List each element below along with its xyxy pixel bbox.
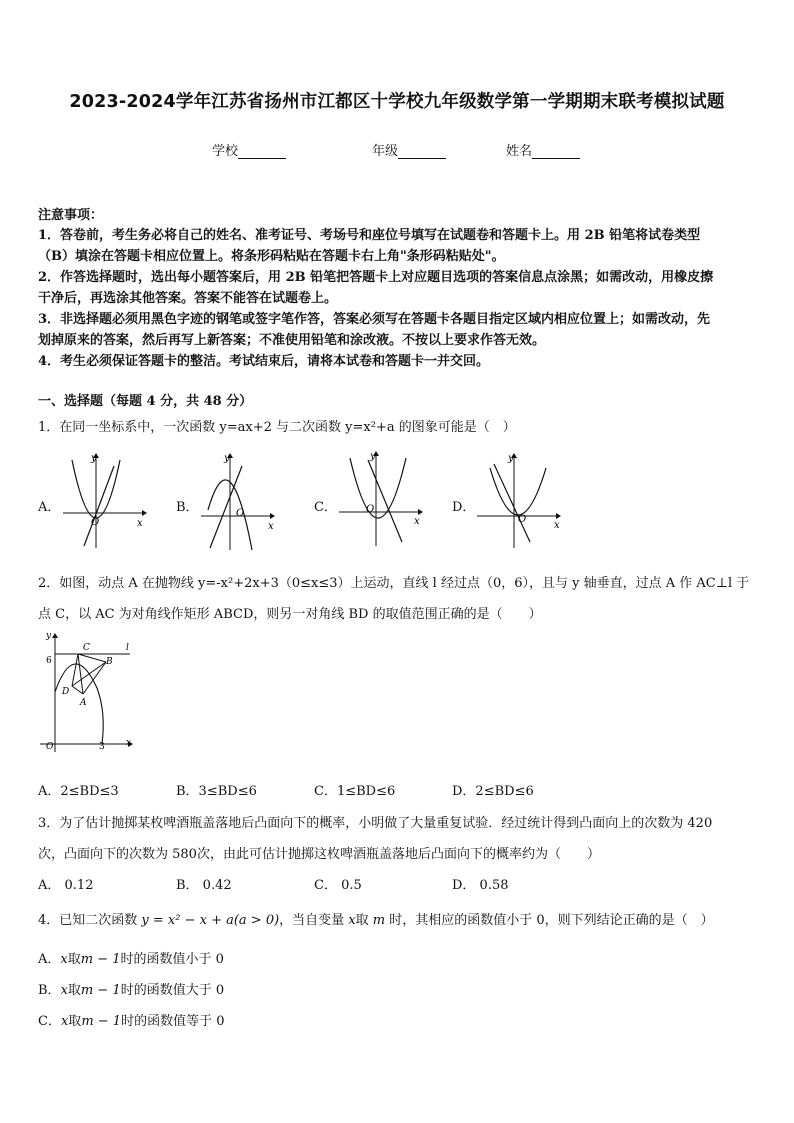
q2-option-d: D．2≤BD≤6: [452, 784, 534, 799]
q1-graph-b: [196, 450, 286, 550]
notice-line: 3．非选择题必须用黑色字迹的钢笔或签字笔作答，答案必须写在答题卡各题目指定区域内相应位置上；如需改动，先: [38, 312, 711, 327]
fig-label-l: l: [126, 643, 129, 653]
q4-var-x: x: [348, 913, 356, 928]
q4-var-m: m: [372, 913, 386, 928]
fig-label-d: D: [62, 687, 70, 697]
option-rest: 时的函数值等于 0: [121, 1014, 225, 1029]
q2-option-c: C．1≤BD≤6: [314, 784, 396, 799]
q3-option-b: B． 0.42: [176, 878, 232, 893]
q1-graph-a: [58, 450, 148, 550]
q2-figure: [36, 628, 136, 754]
q1-graph-c: [334, 448, 424, 548]
grade-blank: [398, 145, 446, 159]
question-4-stem: [38, 909, 714, 928]
option-rest: 时的函数值大于 0: [120, 983, 225, 998]
option-expr: m − 1: [81, 1014, 122, 1029]
name-blank: [532, 145, 580, 159]
question-2-line-2: 点 C，以 AC 为对角线作矩形 ABCD，则另一对角线 BD 的取值范围正确的是（ ）: [38, 607, 542, 622]
option-label: B．: [38, 983, 61, 998]
fig-label-a: A: [80, 698, 87, 708]
option-take: 取: [68, 1014, 82, 1029]
fig-label-three: 3: [99, 742, 105, 752]
question-1-stem: 1．在同一坐标系中，一次函数 y=ax+2 与二次函数 y=x²+a 的图象可能是（ ）: [38, 420, 516, 435]
page-title: 2023-2024学年江苏省扬州市江都区十学校九年级数学第一学期期末联考模拟试题: [69, 92, 725, 112]
axis-label-y: y: [370, 451, 376, 462]
axis-label-y: y: [508, 453, 514, 464]
q3-option-d: D． 0.58: [452, 878, 509, 893]
q1-option-c-label: C．: [314, 500, 337, 515]
q1-option-d-label: D．: [452, 500, 476, 515]
notice-line: 1．答卷前，考生务必将自己的姓名、准考证号、考场号和座位号填写在试题卷和答题卡上。用 2B 铅笔将试卷类型: [38, 228, 701, 243]
origin-label: O: [366, 504, 375, 515]
notice-line: 4．考生必须保证答题卡的整洁。考试结束后，请将本试卷和答题卡一并交回。: [38, 354, 490, 369]
q1-graph-d: [472, 450, 567, 550]
option-take: 取: [67, 952, 81, 967]
axis-label-y: y: [224, 453, 230, 464]
fig-label-six: 6: [46, 656, 52, 666]
fig-label-origin: O: [46, 742, 54, 752]
notice-line: 干净后，再选涂其他答案。答案不能答在试题卷上。: [38, 291, 338, 306]
notice-line: 2．作答选择题时，选出每小题答案后，用 2B 铅笔把答题卡上对应题目选项的答案信息点涂黑；如需改动，用橡皮擦: [38, 270, 714, 285]
option-var-x: x: [60, 952, 68, 967]
q2-option-a: A．2≤BD≤3: [38, 784, 119, 799]
option-expr: m − 1: [80, 983, 121, 998]
origin-label: O: [91, 517, 100, 528]
axis-label-x: x: [414, 516, 420, 527]
q3-option-c: C． 0.5: [314, 878, 362, 893]
option-rest: 时的函数值小于 0: [120, 952, 224, 967]
notice-line: （B）填涂在答题卡相应位置上。将条形码粘贴在答题卡右上角"条形码粘贴处"。: [38, 249, 505, 264]
question-3-line-2: 次，凸面向下的次数为 580次，由此可估计抛掷这枚啤酒瓶盖落地后凸面向下的概率约为（ ）: [38, 847, 600, 862]
axis-label-x: x: [554, 520, 560, 531]
q1-option-b-label: B．: [176, 500, 199, 515]
q1-option-a-label: A．: [38, 500, 61, 515]
q4-post: 时，其相应的函数值小于 0，则下列结论正确的是（ ）: [385, 913, 714, 928]
option-var-x: x: [60, 1014, 69, 1029]
grade-label: 年级: [372, 144, 399, 159]
school-label: 学校: [212, 144, 239, 159]
option-var-x: x: [60, 983, 68, 998]
notice-line: 划掉原来的答案，然后再写上新答案；不准使用铅笔和涂改液。不按以上要求作答无效。: [38, 333, 546, 348]
axis-label-x: x: [137, 518, 143, 529]
option-label: C．: [38, 1014, 61, 1029]
school-blank: [238, 145, 286, 159]
q4-pre: 4．已知二次函数: [38, 913, 142, 928]
question-2-line-1: 2．如图，动点 A 在抛物线 y=-x²+2x+3（0≤x≤3）上运动，直线 l 经过点（0，6），且与 y 轴垂直，过点 A 作 AC⊥l 于: [38, 576, 750, 591]
section-heading: 一、选择题（每题 4 分，共 48 分）: [38, 394, 253, 409]
q2-option-b: B．3≤BD≤6: [176, 784, 257, 799]
q4-option-b: [38, 979, 224, 998]
school-field: [212, 140, 286, 159]
fig-label-c: C: [83, 643, 90, 653]
origin-label: O: [236, 508, 245, 519]
q4-formula: y = x² − x + a(a > 0): [141, 913, 280, 928]
q4-option-c: [38, 1010, 224, 1029]
origin-label: O: [518, 514, 527, 525]
name-label: 姓名: [506, 144, 533, 159]
fig-label-x: x: [126, 738, 132, 748]
q3-option-a: A． 0.12: [38, 878, 94, 893]
axis-label-y: y: [91, 453, 97, 464]
option-expr: m − 1: [80, 952, 121, 967]
q4-mid: ，当自变量: [279, 913, 349, 928]
notice-heading: 注意事项：: [38, 208, 104, 223]
option-label: A．: [38, 952, 61, 967]
grade-field: [372, 140, 446, 159]
question-3-line-1: 3．为了估计抛掷某枚啤酒瓶盖落地后凸面向下的概率，小明做了大量重复试验．经过统计得到凸面向上的次数为 420: [38, 816, 713, 831]
fig-label-y: y: [46, 631, 52, 641]
axis-label-x: x: [268, 521, 274, 532]
q4-option-a: [38, 948, 224, 967]
q4-take: 取: [355, 913, 373, 928]
fig-label-b: B: [106, 657, 113, 667]
name-field: [506, 140, 580, 159]
option-take: 取: [67, 983, 81, 998]
